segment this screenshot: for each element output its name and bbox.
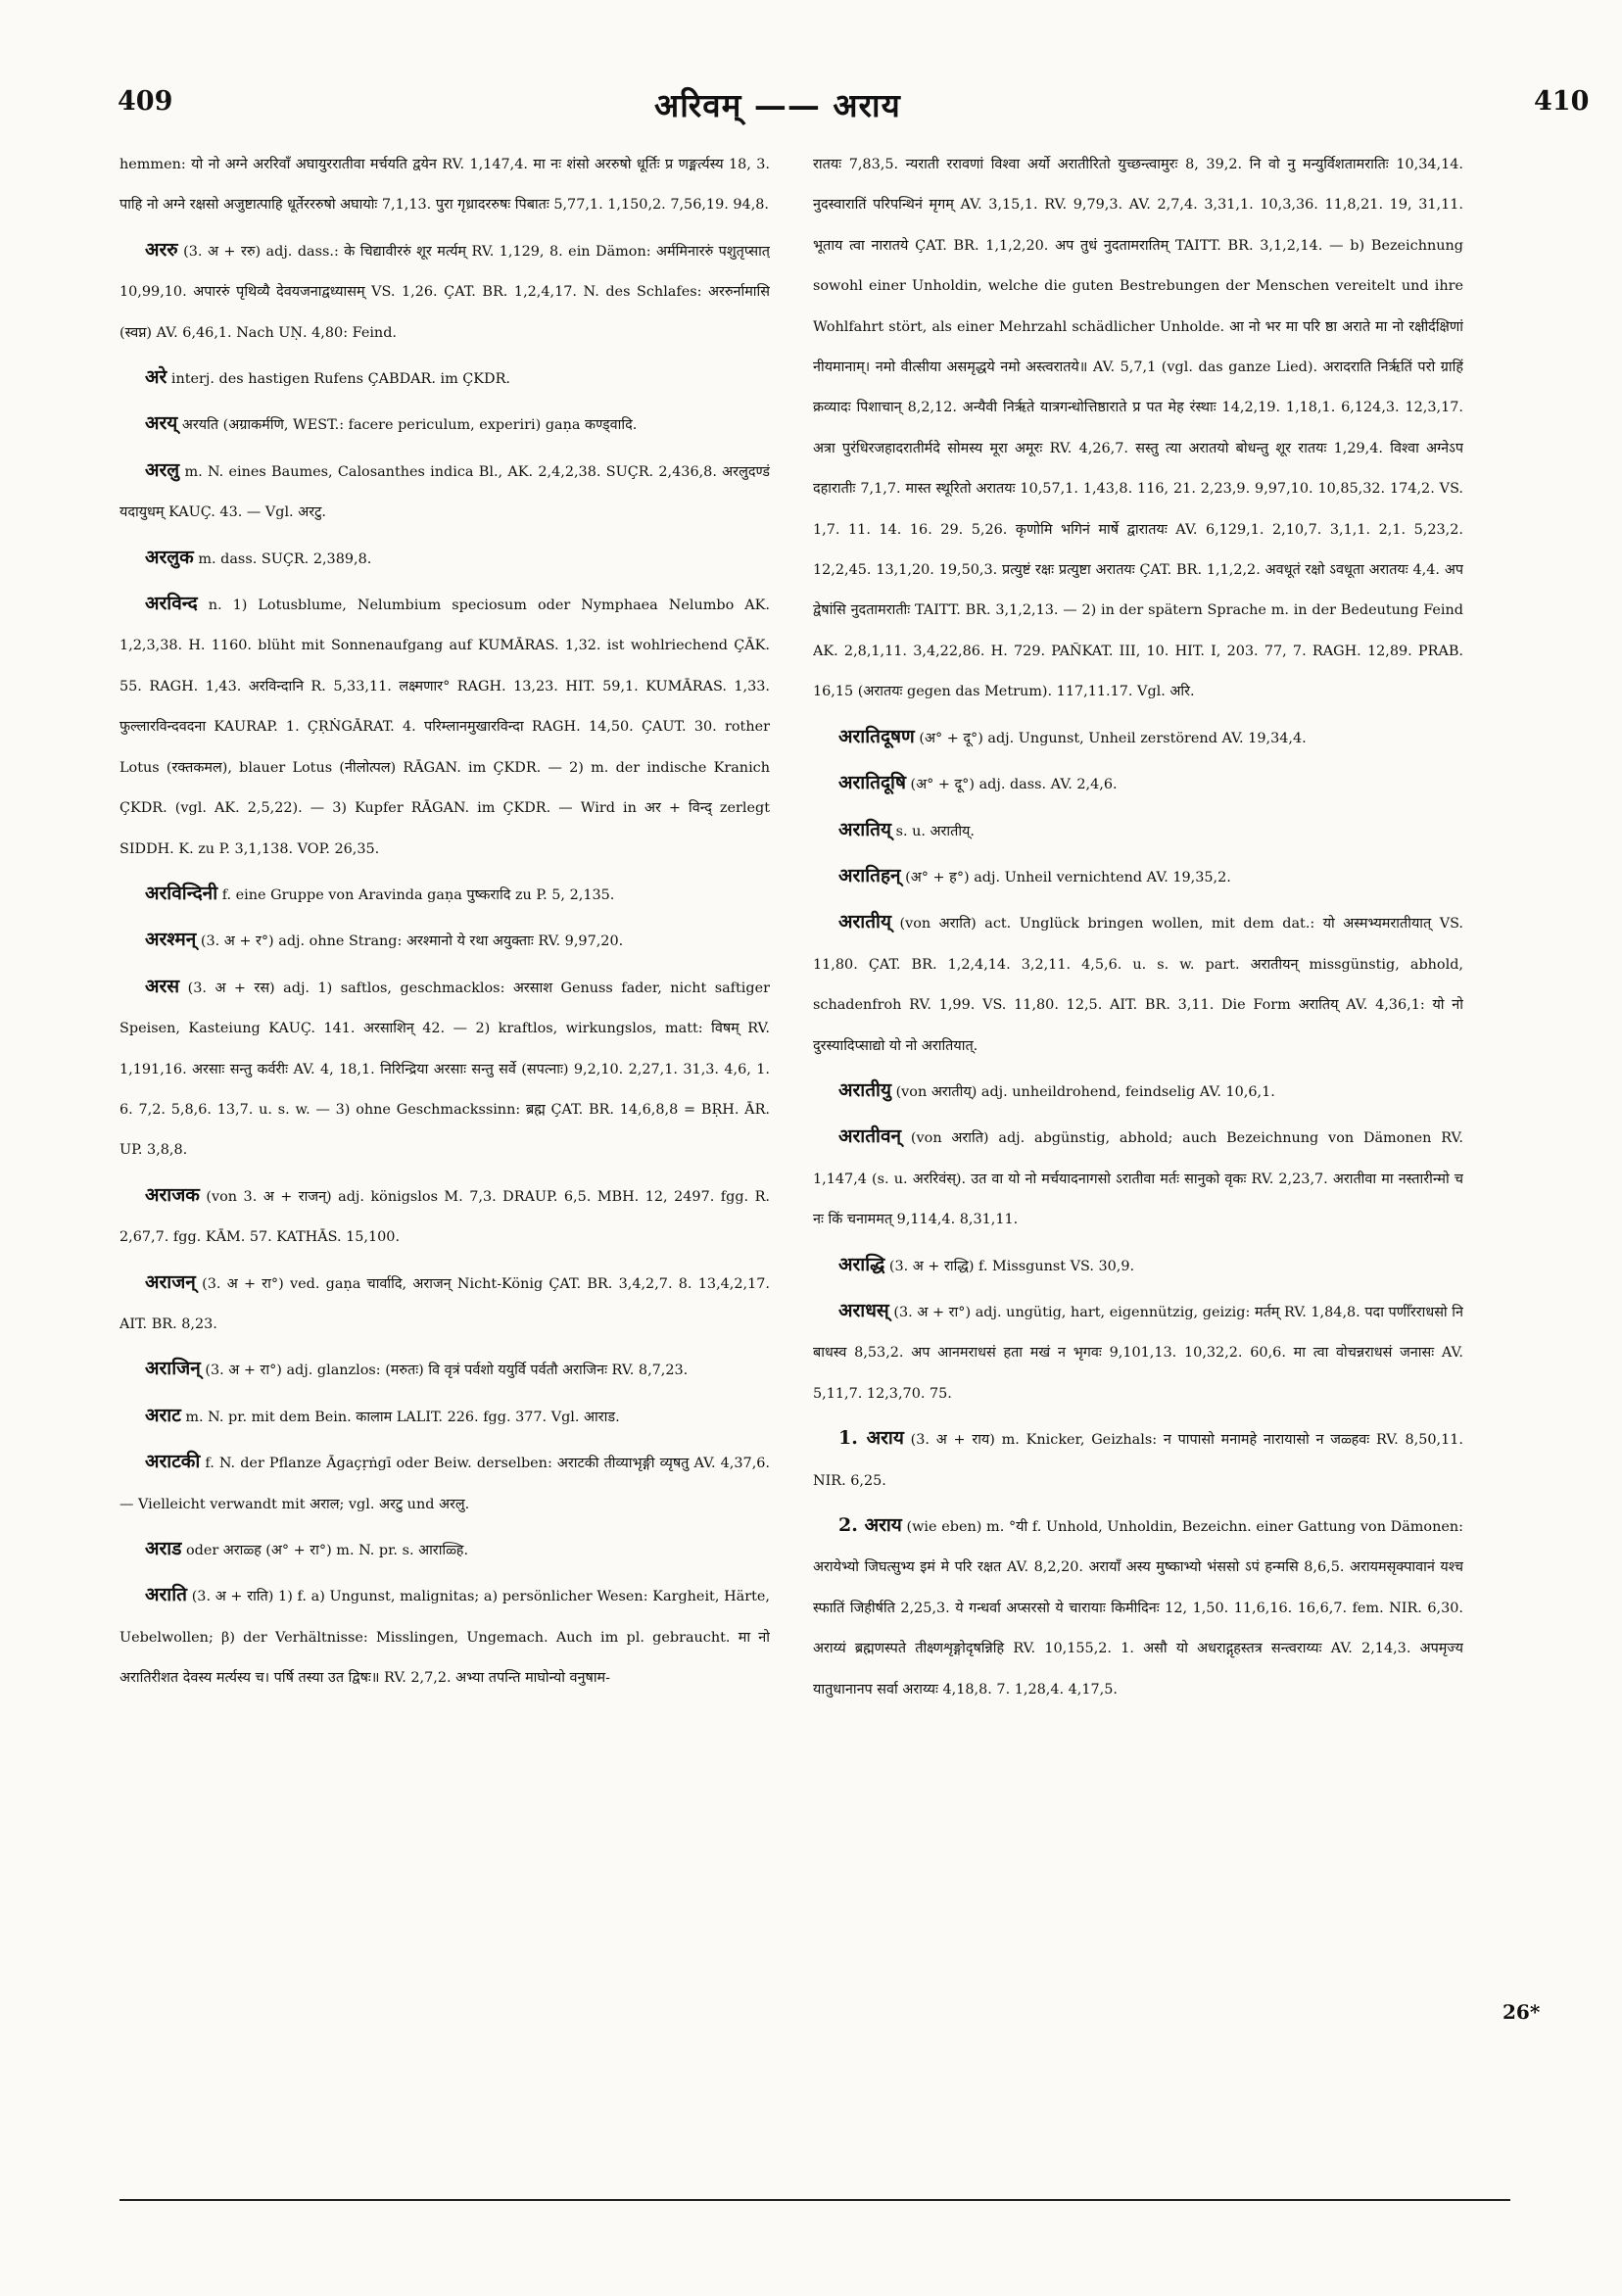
left-column [119, 145, 770, 2035]
entry-text: oder अराळ्ह (अ° + रा°) m. N. pr. s. आराळ्हि. [185, 1543, 469, 1558]
dictionary-entry [813, 810, 1463, 852]
dictionary-entry [119, 230, 770, 354]
dictionary-entry [119, 1529, 770, 1571]
entry-headword: अरलु [145, 458, 180, 481]
dictionary-entry [119, 874, 770, 916]
entry-headword: अराड [145, 1538, 182, 1559]
entry-text: (3. अ + रा°) adj. ungütig, hart, eigennützig, geizig: मर्तम् RV. 1,84,8. पदा पणीँरराधसो नि बाधस्व 8,53,2. अप आनमराधसं हता मखं न भृगवः 9,101,13. 10,32,2. 60,6. मा त्वा वोचन्नराधसं जनासः AV. 5,11,7. 12,3,70. 75. [813, 1304, 1463, 1402]
entry-headword: अराजन् [145, 1270, 196, 1293]
dictionary-entry [119, 920, 770, 962]
dictionary-entry [119, 1263, 770, 1346]
dictionary-entry [119, 358, 770, 400]
entry-text: (3. अ + रा°) ved. gaṇa चार्वादि, अराजन् Nicht-König ÇAT. BR. 3,4,2,7. 8. 13,4,2,17. AIT. BR. 8,23. [119, 1275, 770, 1332]
page-number-left: 409 [118, 86, 173, 117]
entry-text: (von अरातीय्) adj. unheildrohend, feindselig AV. 10,6,1. [895, 1083, 1275, 1100]
entry-text: (3. अ + राद्धि) f. Missgunst VS. 30,9. [888, 1258, 1135, 1274]
entry-headword: अरातिदूषि [838, 772, 906, 794]
entry-text: m. N. eines Baumes, Calosanthes indica Bl., AK. 2,4,2,38. SUÇR. 2,436,8. अरलुदण्डं यदायुधम् KAUÇ. 43. — Vgl. अरटु. [119, 463, 770, 521]
dictionary-entry [813, 1245, 1463, 1287]
entry-headword: अरश्मन् [145, 929, 197, 951]
entry-headword: अराजक [145, 1183, 200, 1206]
entry-text: (3. अ + रा°) adj. glanzlos: (मरुतः) वि वृत्रं पर्वशो ययुर्वि पर्वतौ अराजिनः RV. 8,7,23. [205, 1363, 689, 1379]
entry-text: (3. अ + राति) 1) f. a) Ungunst, malignitas; a) persönlicher Wesen: Kargheit, Härte, Uebelwollen; β) der Verhältnisse: Misslingen, Ungemach. Auch im pl. gebraucht. मा नो अरातिरीशत देवस्य मर्त्यस्य च। पर्षि तस्या उत द्विषः॥ RV. 2,7,2. अभ्या तपन्ति माघोन्यो वनुषाम- [119, 1589, 770, 1687]
entry-text: (अ° + दू°) adj. Ungunst, Unheil zerstörend AV. 19,34,4. [919, 730, 1307, 746]
entry-headword: अरातीय् [838, 911, 891, 933]
dictionary-entry [813, 902, 1463, 1067]
entry-headword: अराद्धि [838, 1253, 885, 1275]
dictionary-entry [119, 1396, 770, 1438]
bottom-rule [119, 2199, 1510, 2201]
dictionary-entry [119, 1349, 770, 1391]
dictionary-entry [119, 584, 770, 870]
dictionary-entry [813, 763, 1463, 805]
entry-text: (3. अ + ररु) adj. dass.: के चिद्यावीररुं शूर मर्त्यम् RV. 1,129, 8. ein Dämon: अर्ममिनाररुं पशुतृप्सात् 10,99,10. अपाररुं पृथिव्यै देवयजनाद्वध्यासम् VS. 1,26. ÇAT. BR. 1,2,4,17. N. des Schlafes: अररुर्नामासि (स्वप्न) AV. 6,46,1. Nach UṆ. 4,80: Feind. [119, 243, 770, 341]
running-title: अरिवम् —— अराय [654, 86, 901, 124]
entry-headword: अराजिन् [145, 1358, 201, 1380]
entry-headword: अरविन्दिनी [145, 882, 218, 904]
entry-text: (von अराति) adj. abgünstig, abhold; auch Bezeichnung von Dämonen RV. 1,147,4 (s. u. अररिवंस्). उत वा यो नो मर्चयादनागसो ऽरातीवा मर्तः सानुको वृकः RV. 2,23,7. अरातीवा मा नस्तारीन्मो च नः किं चनाममत् 9,114,4. 8,31,11. [813, 1130, 1463, 1228]
dictionary-entry [119, 967, 770, 1172]
dictionary-entry [813, 1071, 1463, 1113]
entry-text: f. eine Gruppe von Aravinda gaṇa पुष्करादि zu P. 5, 2,135. [221, 886, 615, 903]
entry-text: रातयः 7,83,5. न्यराती ररावणां विश्वा अर्यो अरातीरितो युच्छन्त्वामुरः 8, 39,2. नि वो नु मन्युर्विशतामरातिः 10,34,14. नुदस्वारातिं परिपन्थिनं मृगम् AV. 3,15,1. RV. 9,79,3. AV. 2,7,4. 3,31,1. 10,3,36. 11,8,21. 19, 31,11. भूताय त्वा नारातये ÇAT. BR. 1,1,2,20. अप तुधं नुदतामरातिम् TAITT. BR. 3,1,2,14. — b) Bezeichnung sowohl einer Unholdin, welche die guten Bestrebungen der Menschen vereitelt und ihre Wohlfahrt stört, als einer Mehrzahl schädlicher Unholde. आ नो भर मा परि ष्ठा अराते मा नो रक्षीर्दक्षिणां नीयमानाम्। नमो वीत्सीया असमृद्धये नमो अस्त्वरातये॥ AV. 5,7,1 (vgl. das ganze Lied). अरादराति निर्ऋतिं परो ग्राहिं क्रव्यादः पिशाचान् 8,2,12. अन्यैवी निर्ऋते यात्रगन्धोत्तिष्ठाराते प्र पत मेह रंस्थाः 14,2,19. 1,18,1. 6,124,3. 12,3,17. अत्रा पुरंधिरजहादरातीर्मदे सोमस्य मूरा अमूरः RV. 4,26,7. सस्तु त्या अरातयो बोधन्तु शूर रातयः 1,29,4. विश्वा अग्नेऽप दहारातीः 7,1,7. मास्त स्थूरितो अरातयः 10,57,1. 1,43,8. 116, 21. 2,23,9. 9,97,10. 10,85,32. 174,2. VS. 1,7. 11. 14. 16. 29. 5,26. कृणोमि भगिनं मार्षे द्वारातयः AV. 6,129,1. 2,10,7. 3,1,1. 2,1. 5,23,2. 12,2,45. 13,1,20. 19,50,3. प्रत्युष्टं रक्षः प्रत्युष्टा अरातयः ÇAT. BR. 1,1,2,2. अवधूतं रक्षो ऽवधूता अरातयः 4,4. अप द्वेषांसि नुदतामरातीः TAITT. BR. 3,1,2,13. — 2) in der spätern Sprache m. in der Bedeutung Feind AK. 2,8,1,11. 3,4,22,86. H. 729. PAÑKAT. III, 10. HIT. I, 203. 77, 7. RAGH. 12,89. PRAB. 16,15 (अरातयः gegen das Metrum). 117,11.17. Vgl. अरि. [813, 157, 1463, 700]
dictionary-entry [813, 1291, 1463, 1414]
signature-mark: 26* [1503, 2000, 1541, 2024]
entry-headword: 2. अराय [838, 1514, 902, 1536]
entry-headword: अरविन्द [145, 593, 198, 615]
dictionary-entry [119, 145, 770, 226]
entry-text: s. u. अरातीय्. [895, 823, 975, 839]
entry-text: (3. अ + रस) adj. 1) saftlos, geschmacklos: अरसाश Genuss fader, nicht saftiger Speisen, Kasteiung KAUÇ. 141. अरसाशिन् 42. — 2) kraftlos, wirkungslos, matt: विषम् RV. 1,191,16. अरसाः सन्तु कर्वरीः AV. 4, 18,1. निरिन्द्रिया अरसाः सन्तु सर्वे (सपत्नाः) 9,2,10. 2,27,1. 31,3. 4,6, 1. 6. 7,2. 5,8,6. 13,7. u. s. w. — 3) ohne Geschmackssinn: ब्रह्म ÇAT. BR. 14,6,8,8 = BṚH. ĀR. UP. 3,8,8. [119, 980, 770, 1159]
entry-text: hemmen: यो नो अग्ने अररिवाँ अघायुररातीवा मर्चयति द्वयेन RV. 1,147,4. मा नः शंसो अररुषो धूर्तिः प्र णङ्मर्त्यस्य 18, 3. पाहि नो अग्ने रक्षसो अजुष्टात्पाहि धूर्तेरररुषो अघायोः 7,1,13. पुरा गृध्रादररुषः पिबातः 5,77,1. 1,150,2. 7,56,19. 94,8. [119, 157, 770, 214]
dictionary-entry [119, 1442, 770, 1525]
entry-headword: अरातिहन् [838, 864, 901, 886]
page-number-right: 410 [1534, 86, 1590, 117]
entry-headword: अराधस् [838, 1299, 889, 1321]
dictionary-entry [813, 717, 1463, 759]
entry-headword: अराति [145, 1584, 187, 1606]
dictionary-entry [119, 451, 770, 534]
entry-text: m. N. pr. mit dem Bein. कालाम LALIT. 226. fgg. 377. Vgl. आराड. [185, 1409, 620, 1425]
dictionary-entry [813, 1117, 1463, 1240]
dictionary-entry [119, 404, 770, 446]
entry-headword: अराट [145, 1404, 181, 1426]
entry-text: (अ° + दू°) adj. dass. AV. 2,4,6. [910, 777, 1118, 793]
entry-text: n. 1) Lotusblume, Nelumbium speciosum oder Nymphaea Nelumbo AK. 1,2,3,38. H. 1160. blüht mit Sonnenaufgang auf KUMĀRAS. 1,32. ist wohlriechend ÇĀK. 55. RAGH. 1,43. अरविन्दानि R. 5,33,11. लक्ष्मणार° RAGH. 13,23. HIT. 59,1. KUMĀRAS. 1,33. फुल्लारविन्दवदना KAURAP. 1. ÇṚṄGĀRAT. 4. परिम्लानमुखारविन्दा RAGH. 14,50. ÇAUT. 30. rother Lotus (रक्तकमल), blauer Lotus (नीलोत्पल) RĀGAN. im ÇKDR. — 2) m. der indische Kranich ÇKDR. (vgl. AK. 2,5,22). — 3) Kupfer RĀGAN. im ÇKDR. — Wird in अर + विन्द् zerlegt SIDDH. K. zu P. 3,1,138. VOP. 26,35. [119, 598, 770, 857]
entry-headword: अरातीवन् [838, 1125, 902, 1148]
entry-text: f. N. der Pflanze Āgaçṛṅgī oder Beiw. derselben: अराटकी तीव्याभृङ्गी व्यृषतु AV. 4,37,6. — Vielleicht verwandt mit अराल; vgl. अरटु und अरलु. [119, 1456, 770, 1512]
dictionary-entry [813, 1418, 1463, 1502]
entry-headword: अररु [145, 238, 178, 261]
dictionary-entry [813, 856, 1463, 898]
entry-text: अरयति (अग्राकर्मणि, WEST.: facere periculum, experiri) gaṇa कण्ड्वादि. [181, 417, 638, 434]
entry-headword: अरस [145, 975, 180, 997]
entry-text: (अ° + ह°) adj. Unheil vernichtend AV. 19,35,2. [905, 869, 1231, 885]
dictionary-entry [119, 1175, 770, 1259]
entry-text: interj. des hastigen Rufens ÇABDAR. im ÇKDR. [170, 371, 511, 388]
entry-text: (3. अ + र°) adj. ohne Strang: अरश्मानो ये रथा अयुक्ताः RV. 9,97,20. [200, 933, 624, 950]
entry-text: (von अराति) act. Unglück bringen wollen, mit dem dat.: यो अस्मभ्यमरातीयात् VS. 11,80. ÇAT. BR. 1,2,4,14. 3,2,11. 4,5,6. u. s. w. part. अरातीयन् missgünstig, abhold, schadenfroh RV. 1,99. VS. 11,80. 12,5. AIT. BR. 3,11. Die Form अरातिय् AV. 4,36,1: यो नो दुरस्यादिप्साद्यो यो नो अरातियात्. [813, 916, 1463, 1054]
entry-headword: अरातिय् [838, 818, 891, 840]
entry-headword: अरलुक [145, 546, 194, 568]
entry-text: (3. अ + राय) m. Knicker, Geizhals: न पापासो मनामहे नारायासो न जळ्हवः RV. 8,50,11. NIR. 6,25. [813, 1432, 1463, 1489]
entry-text: (von 3. अ + राजन्) adj. königslos M. 7,3. DRAUP. 6,5. MBH. 12, 2497. fgg. R. 2,67,7. fgg. KĀM. 57. KATHĀS. 15,100. [119, 1188, 770, 1246]
entry-headword: अरातीयु [838, 1078, 891, 1101]
right-column [813, 145, 1463, 2035]
dictionary-entry [813, 145, 1463, 713]
entry-headword: 1. अराय [838, 1427, 904, 1450]
entry-headword: अरे [145, 366, 167, 389]
entry-text: (wie eben) m. °यी f. Unhold, Unholdin, Bezeichn. einer Gattung von Dämonen: अरायेभ्यो जिघत्सुभ्य इमं मे परि रक्षत AV. 8,2,20. अरायाँ अस्य मुष्काभ्यो भंससो ऽपं हन्मसि 8,6,5. अरायमसृक्पावानं यश्च स्फातिं जिहीर्षति 2,25,3. ये गन्धर्वा अप्सरसो ये चारायाः किमीदिनः 12, 1,50. 11,6,16. 16,6,7. fem. NIR. 6,30. अराय्यं ब्रह्मणस्पते तीक्ष्णशृङ्गोदृषन्निहि RV. 10,155,2. 1. असौ यो अधराद्गृहस्तत्र सन्त्वराय्यः AV. 2,14,3. अपमृज्य यातुधानानप सर्वा अराय्यः 4,18,8. 7. 1,28,4. 4,17,5. [813, 1519, 1463, 1698]
entry-headword: अरय् [145, 412, 178, 435]
dictionary-entry [119, 1575, 770, 1698]
dictionary-entry [813, 1506, 1463, 1710]
entry-headword: अराटकी [145, 1451, 201, 1473]
entry-headword: अरातिदूषण [838, 725, 915, 747]
dictionary-entry [119, 538, 770, 580]
entry-text: m. dass. SUÇR. 2,389,8. [198, 550, 372, 567]
